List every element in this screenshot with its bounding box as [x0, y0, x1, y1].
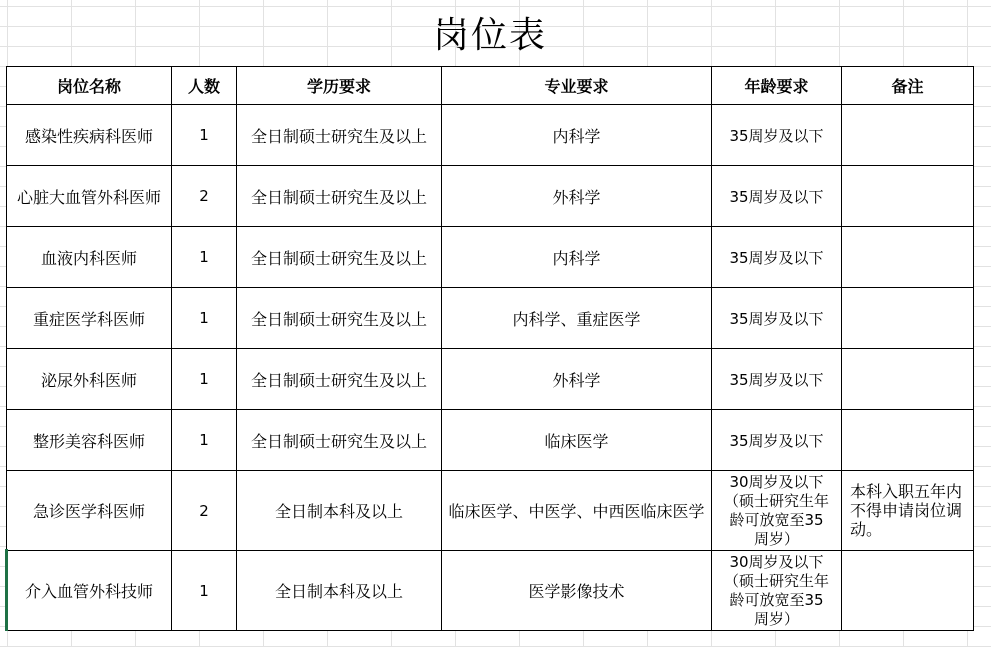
cell-count[interactable]: 1 — [172, 551, 237, 631]
table-row — [7, 410, 974, 471]
header-major[interactable]: 专业要求 — [442, 67, 712, 105]
cell-count[interactable]: 1 — [172, 349, 237, 410]
header-position-name[interactable]: 岗位名称 — [7, 67, 172, 105]
cell-major[interactable]: 内科学、重症医学 — [442, 288, 712, 349]
cell-education[interactable]: 全日制本科及以上 — [237, 551, 442, 631]
cell-major[interactable]: 内科学 — [442, 105, 712, 166]
cell-position-name[interactable]: 血液内科医师 — [7, 227, 172, 288]
cell-position-name[interactable]: 介入血管外科技师 — [7, 551, 172, 631]
cell-major[interactable]: 外科学 — [442, 349, 712, 410]
cell-position-name[interactable]: 整形美容科医师 — [7, 410, 172, 471]
cell-count[interactable]: 1 — [172, 410, 237, 471]
cell-note[interactable] — [842, 551, 974, 631]
cell-position-name[interactable]: 重症医学科医师 — [7, 288, 172, 349]
cell-position-name[interactable]: 急诊医学科医师 — [7, 471, 172, 551]
position-table — [6, 66, 974, 631]
cell-note[interactable]: 本科入职五年内不得申请岗位调动。 — [842, 471, 974, 551]
cell-position-name[interactable]: 感染性疾病科医师 — [7, 105, 172, 166]
table-row — [7, 105, 974, 166]
cell-education[interactable]: 全日制硕士研究生及以上 — [237, 349, 442, 410]
cell-note[interactable] — [842, 410, 974, 471]
cell-position-name[interactable]: 泌尿外科医师 — [7, 349, 172, 410]
cell-education[interactable]: 全日制硕士研究生及以上 — [237, 166, 442, 227]
table-row — [7, 227, 974, 288]
cell-age[interactable]: 35周岁及以下 — [712, 105, 842, 166]
cell-count[interactable]: 1 — [172, 288, 237, 349]
cell-note[interactable] — [842, 166, 974, 227]
cell-position-name[interactable]: 心脏大血管外科医师 — [7, 166, 172, 227]
cell-note[interactable] — [842, 105, 974, 166]
cell-count[interactable]: 1 — [172, 227, 237, 288]
cell-education[interactable]: 全日制硕士研究生及以上 — [237, 410, 442, 471]
cell-education[interactable]: 全日制硕士研究生及以上 — [237, 105, 442, 166]
cell-selection-indicator — [5, 549, 8, 631]
cell-count[interactable]: 1 — [172, 105, 237, 166]
cell-major[interactable]: 医学影像技术 — [442, 551, 712, 631]
cell-education[interactable]: 全日制本科及以上 — [237, 471, 442, 551]
cell-note[interactable] — [842, 288, 974, 349]
table-row — [7, 551, 974, 631]
table-row — [7, 349, 974, 410]
cell-age[interactable]: 35周岁及以下 — [712, 410, 842, 471]
cell-education[interactable]: 全日制硕士研究生及以上 — [237, 227, 442, 288]
cell-major[interactable]: 内科学 — [442, 227, 712, 288]
cell-count[interactable]: 2 — [172, 471, 237, 551]
cell-age[interactable]: 35周岁及以下 — [712, 288, 842, 349]
cell-note[interactable] — [842, 227, 974, 288]
cell-age[interactable]: 35周岁及以下 — [712, 166, 842, 227]
page-title[interactable]: 岗位表 — [432, 15, 547, 56]
header-note[interactable]: 备注 — [842, 67, 974, 105]
cell-age[interactable]: 30周岁及以下（硕士研究生年龄可放宽至35周岁） — [712, 471, 842, 551]
table-row — [7, 288, 974, 349]
cell-education[interactable]: 全日制硕士研究生及以上 — [237, 288, 442, 349]
cell-count[interactable]: 2 — [172, 166, 237, 227]
header-count[interactable]: 人数 — [172, 67, 237, 105]
header-age[interactable]: 年龄要求 — [712, 67, 842, 105]
table-row — [7, 166, 974, 227]
header-education[interactable]: 学历要求 — [237, 67, 442, 105]
cell-note[interactable] — [842, 349, 974, 410]
header-row — [7, 67, 974, 105]
cell-major[interactable]: 外科学 — [442, 166, 712, 227]
cell-age[interactable]: 30周岁及以下（硕士研究生年龄可放宽至35周岁） — [712, 551, 842, 631]
cell-age[interactable]: 35周岁及以下 — [712, 349, 842, 410]
cell-age[interactable]: 35周岁及以下 — [712, 227, 842, 288]
table-row — [7, 471, 974, 551]
cell-major[interactable]: 临床医学 — [442, 410, 712, 471]
cell-major[interactable]: 临床医学、中医学、中西医临床医学 — [442, 471, 712, 551]
